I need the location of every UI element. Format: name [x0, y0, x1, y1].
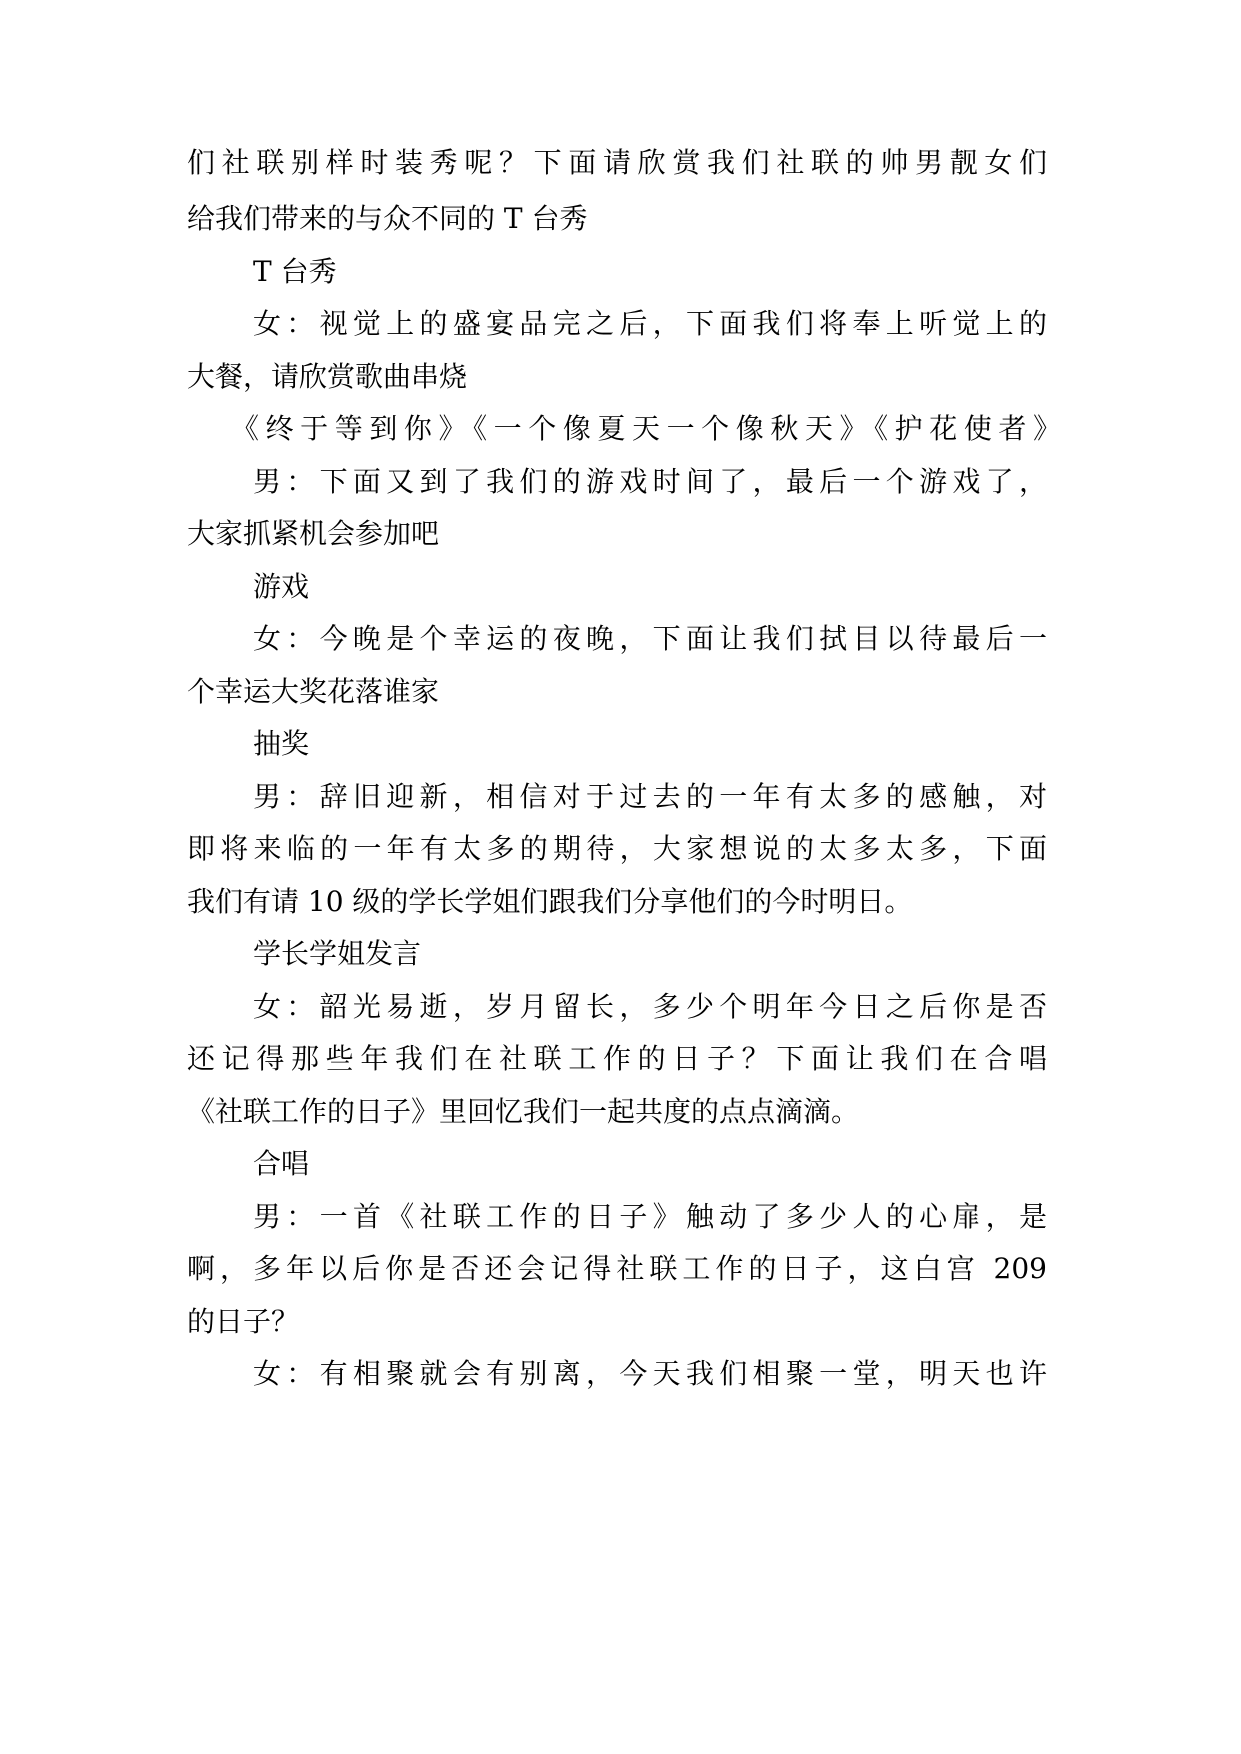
paragraph-line: 男：辞旧迎新，相信对于过去的一年有太多的感触，对 — [253, 780, 1047, 813]
section-heading: 学长学姐发言 — [253, 937, 422, 970]
section-heading: 游戏 — [253, 570, 310, 603]
paragraph-line: 即将来临的一年有太多的期待，大家想说的太多太多，下面 — [187, 832, 1047, 865]
paragraph-line: 男：下面又到了我们的游戏时间了，最后一个游戏了， — [253, 465, 1047, 498]
paragraph-line: 啊，多年以后你是否还会记得社联工作的日子，这白宫 209 — [187, 1252, 1047, 1285]
section-heading: 抽奖 — [253, 727, 310, 760]
paragraph-line: 个幸运大奖花落谁家 — [187, 675, 440, 708]
section-heading: 合唱 — [253, 1147, 310, 1180]
paragraph-line: 男：一首《社联工作的日子》触动了多少人的心扉，是 — [253, 1200, 1047, 1233]
song-titles-line: 《终于等到你》《一个像夏天一个像秋天》《护花使者》 — [231, 412, 1061, 445]
paragraph-line: 女：韶光易逝，岁月留长，多少个明年今日之后你是否 — [253, 990, 1047, 1023]
paragraph-line: 《社联工作的日子》里回忆我们一起共度的点点滴滴。 — [187, 1095, 860, 1128]
paragraph-line: 还记得那些年我们在社联工作的日子？下面让我们在合唱 — [187, 1042, 1047, 1075]
paragraph-line: 我们有请 10 级的学长学姐们跟我们分享他们的今时明日。 — [187, 885, 913, 918]
paragraph-line: 的日子？ — [187, 1305, 300, 1338]
paragraph-line: 大家抓紧机会参加吧 — [187, 517, 440, 550]
section-heading: T 台秀 — [253, 255, 337, 288]
paragraph-line: 大餐，请欣赏歌曲串烧 — [187, 360, 468, 393]
paragraph-line: 女：视觉上的盛宴品完之后，下面我们将奉上听觉上的 — [253, 307, 1047, 340]
paragraph-line: 女：有相聚就会有别离，今天我们相聚一堂，明天也许 — [253, 1357, 1047, 1390]
paragraph-line: 女：今晚是个幸运的夜晚，下面让我们拭目以待最后一 — [253, 622, 1047, 655]
paragraph-line: 们社联别样时装秀呢？下面请欣赏我们社联的帅男靓女们 — [187, 146, 1047, 179]
paragraph-line: 给我们带来的与众不同的 T 台秀 — [187, 202, 588, 235]
